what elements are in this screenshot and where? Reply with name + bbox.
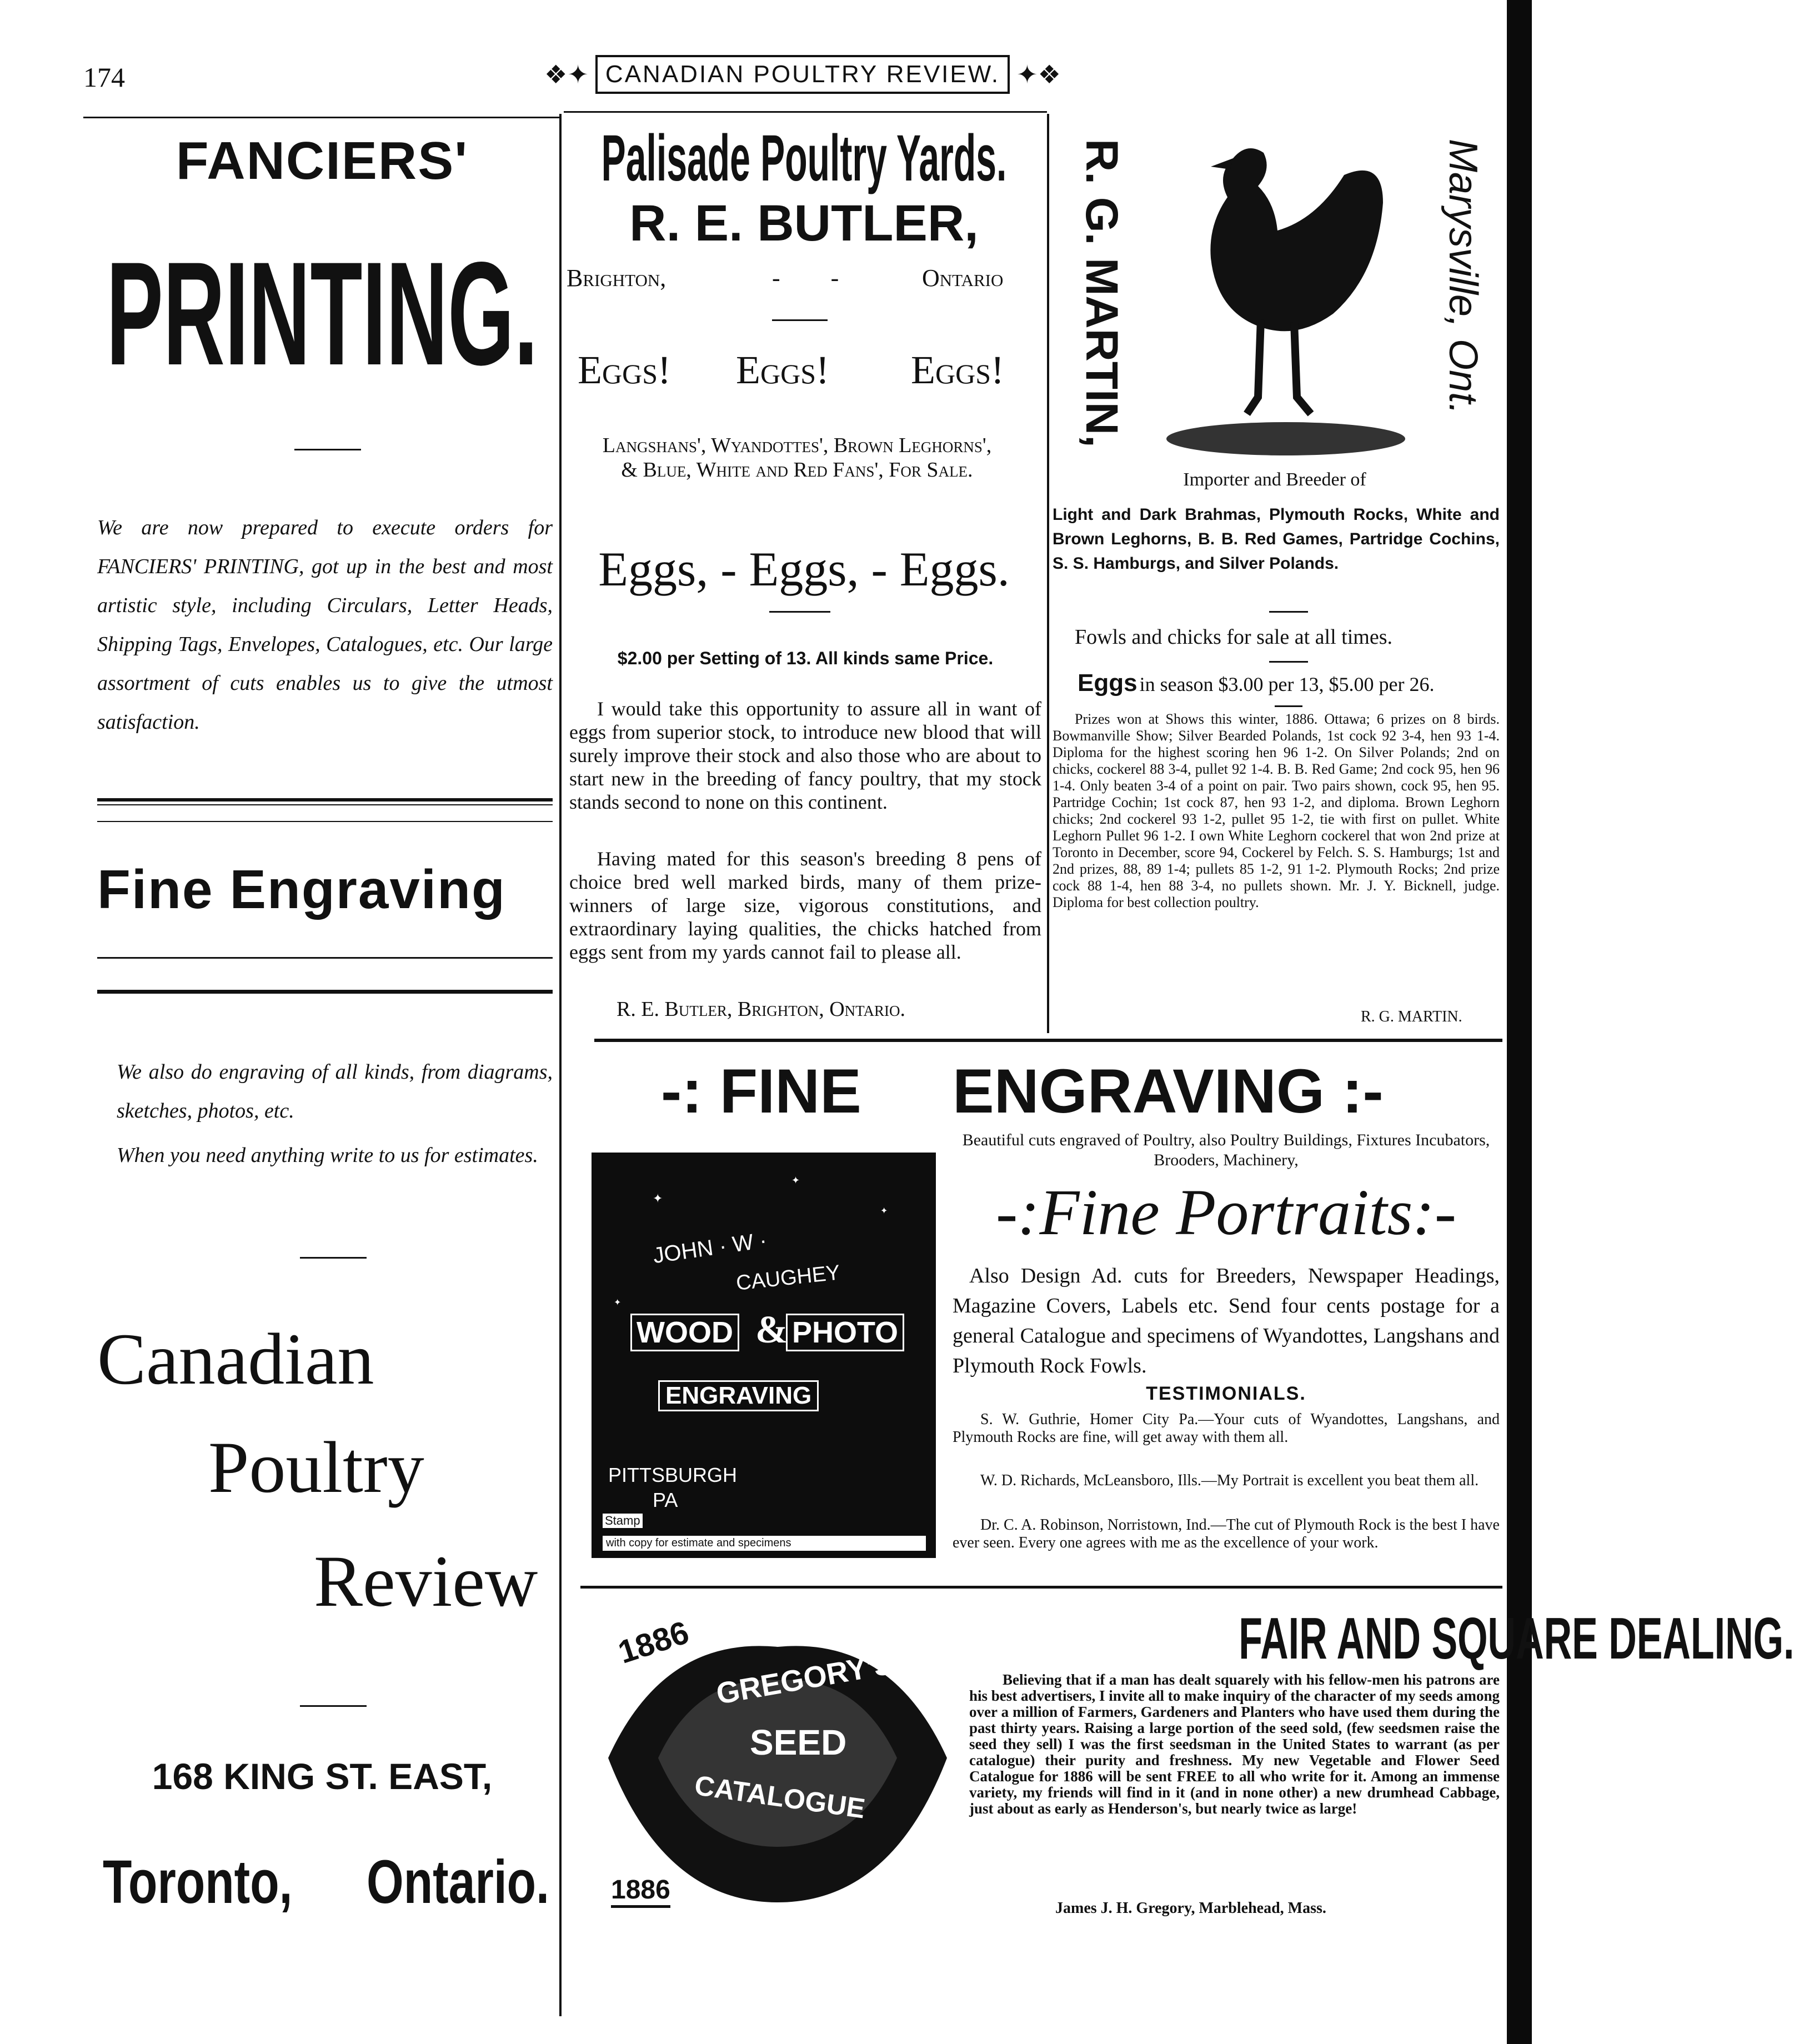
ontario-word: Ontario.: [367, 1848, 549, 1916]
mid-short-rule-2: [769, 611, 830, 613]
martin-signature: R. G. MARTIN.: [1361, 1008, 1462, 1025]
fine-engraving-left: Fine Engraving: [97, 859, 506, 920]
left-double-rule-1c: [97, 821, 553, 822]
martin-eggs-line: Eggs in season $3.00 per 13, $5.00 per 26.: [1078, 669, 1435, 697]
card-star-2-icon: ✦: [791, 1175, 800, 1186]
engraving-body: Also Design Ad. cuts for Breeders, Newspaper Headings, Magazine Covers, Labels etc. Send four cents postage for a general Catalogue and specimens of Wyandottes, Langshans and Plymouth Rock Fowls.: [953, 1264, 1500, 1377]
testimonial-2: W. D. Richards, McLeansboro, Ills.—My Portrait is excellent you beat them all.: [980, 1472, 1479, 1489]
butler-price: $2.00 per Setting of 13. All kinds same Price.: [617, 648, 994, 668]
rooster-illustration: [1150, 136, 1411, 458]
card-wood: WOOD: [630, 1314, 739, 1351]
review-word: Review: [314, 1540, 538, 1622]
left-short-rule-3: [300, 1705, 367, 1707]
fanciers-heading: FANCIERS': [176, 131, 469, 191]
gregory-seal-2: SEED: [750, 1722, 847, 1762]
fair-square-heading: FAIR AND SQUARE DEALING.: [1239, 1606, 1794, 1671]
gregory-top-rule: [580, 1586, 1502, 1589]
top-rule-left: [83, 117, 561, 118]
testimonial-1: S. W. Guthrie, Homer City Pa.—Your cuts of Wyandottes, Langshans, and Plymouth Rocks are fine, will get away with them all.: [953, 1411, 1500, 1446]
engraving-text-1: We also do engraving of all kinds, from diagrams, sketches, photos, etc.: [117, 1060, 553, 1123]
gregory-signature: James J. H. Gregory, Marblehead, Mass.: [1055, 1900, 1326, 1917]
canadian-word: Canadian: [97, 1318, 374, 1400]
gregory-year-top: 1886: [614, 1614, 694, 1671]
engraving-heading-left: -: FINE: [661, 1056, 861, 1126]
eggs-excl-3: Eggs!: [911, 348, 1004, 392]
left-double-rule-1b: [97, 804, 553, 805]
butler-signature: R. E. Butler, Brighton, Ontario.: [617, 998, 906, 1021]
gregory-seal-1: GREGORY'S: [714, 1646, 896, 1711]
ornament-left-icon: ❖✦: [544, 61, 589, 89]
card-photo: PHOTO: [786, 1314, 904, 1351]
engraver-card: [592, 1153, 936, 1558]
card-star-3-icon: ✦: [880, 1206, 888, 1216]
engraving-intro: Beautiful cuts engraved of Poultry, also Poultry Buildings, Fixtures Incubators, Brooders, Machinery,: [962, 1131, 1490, 1169]
printing-description: We are now prepared to execute orders for FANCIERS' PRINTING, got up in the best and most artistic style, including Circulars, Letter Heads, Shipping Tags, Envelopes, Catalogues, etc. Our large assortment of cuts enables us to give the utmost satisfaction.: [97, 516, 553, 734]
card-star-1-icon: ✦: [653, 1191, 663, 1205]
butler-dashes: - -: [772, 264, 861, 292]
engraving-top-rule: [594, 1039, 1502, 1042]
butler-province: Ontario: [922, 264, 1004, 292]
testimonials-heading: TESTIMONIALS.: [1146, 1383, 1306, 1404]
right-short-rule-3: [1275, 705, 1302, 707]
martin-importer: Importer and Breeder of: [1183, 469, 1366, 490]
left-short-rule-2: [300, 1257, 367, 1259]
printing-heading: PRINTING.: [106, 232, 538, 396]
card-stamp: Stamp: [603, 1514, 643, 1528]
martin-prizes: Prizes won at Shows this winter, 1886. Ottawa; 6 prizes on 8 birds. Bowmanville Show; Silver Bearded Polands, 1st cock 92 3-4, hen 93 1-4. Diploma for the highest scoring hen 96 1-2. On Silver Polands; 2nd on chicks, cockerel 88 3-4, pullet 92 1-4. B. B. Red Game; 2nd cock 95, hen 96 1-4. Only beaten 3-4 of a point on pair. Two pairs shown, cock 95, hen 95. Partridge Cochin; 1st cock 87, hen 93 1-2, and diploma. Brown Leghorn chicks; 2nd cockerel 93 1-2, pullet 95 1-2, tie with first on pullet. White Leghorn Pullet 96 1-2. I own White Leghorn cockerel that won 2nd prize at Toronto in December, score 94, Cockerel by Felch. S. S. Hamburgs; 1st and 2nd prizes, 88, 89 1-4; pullets 85 1-2, 91 1-2. Plymouth Rocks; 2nd prize cock 88 1-4, hen 88 3-4, no pullets shown. Mr. J. Y. Bicknell, judge. Diploma for best collection poultry.: [1053, 711, 1500, 910]
butler-name: R. E. BUTLER,: [629, 195, 979, 252]
card-name-1: JOHN · W ·: [651, 1228, 769, 1269]
butler-town: Brighton,: [567, 264, 667, 292]
gregory-body: Believing that if a man has dealt squarely with his fellow-men his patrons are his best advertisers, I invite all to make inquiry of the character of my seeds among over a million of Farmers, Gardeners and Planters who have used them during the past thirty years. Raising a large portion of the seed sold, (few seedsmen raise the seed they sell) I was the first seedsman in the United States to warrant (as per catalogue) their purity and freshness. My new Vegetable and Flower Seed Catalogue for 1886 will be sent FREE to all who write for it. Among an immense variety, my friends will find in it (and in none other) a new drumhead Cabbage, just about as early as Henderson's, but nearly twice as large!: [969, 1671, 1500, 1817]
scan-edge: [1507, 0, 1532, 2044]
left-short-rule-1: [294, 449, 361, 450]
card-name-2: CAUGHEY: [735, 1261, 841, 1295]
toronto-word: Toronto,: [103, 1848, 293, 1916]
poultry-word: Poultry: [208, 1426, 424, 1508]
fine-portraits: -:Fine Portraits:-: [995, 1176, 1457, 1249]
martin-name-vertical: R. G. MARTIN,: [1076, 139, 1127, 448]
mid-short-rule-1: [772, 319, 828, 321]
card-star-4-icon: ✦: [614, 1298, 622, 1307]
gregory-seal-3: CATALOGUE: [693, 1769, 868, 1825]
left-double-rule-2a: [97, 957, 553, 959]
right-short-rule-1: [1269, 611, 1308, 613]
engraving-heading-right: ENGRAVING :-: [953, 1056, 1384, 1126]
card-amp: &: [755, 1309, 788, 1351]
address-line: 168 KING ST. EAST,: [152, 1756, 493, 1797]
eggs-excl-2: Eggs!: [736, 348, 829, 392]
left-double-rule-1a: [97, 798, 553, 801]
card-engraving: ENGRAVING: [658, 1380, 819, 1411]
testimonial-3: Dr. C. A. Robinson, Norristown, Ind.—The cut of Plymouth Rock is the best I have ever seen. Every one agrees with me as the excellence of your work.: [953, 1516, 1500, 1551]
page-number: 174: [83, 62, 125, 93]
eggs-excl-1: Eggs!: [578, 348, 671, 392]
ornament-right-icon: ✦❖: [1016, 61, 1061, 89]
martin-breeds: Light and Dark Brahmas, Plymouth Rocks, White and Brown Leghorns, B. B. Red Games, Partridge Cochins, S. S. Hamburgs, and Silver Polands.: [1053, 505, 1500, 573]
top-rule-mid: [564, 111, 1047, 113]
palisade-title: Palisade Poultry Yards.: [601, 122, 1007, 195]
masthead-title: CANADIAN POULTRY REVIEW.: [595, 55, 1010, 94]
martin-place-vertical: Marysville, Ont.: [1441, 139, 1485, 415]
card-city-2: PA: [653, 1489, 678, 1511]
card-scroll: with copy for estimate and specimens: [603, 1536, 926, 1551]
butler-breeds: Langshans', Wyandottes', Brown Leghorns', & Blue, White and Red Fans', For Sale.: [602, 434, 992, 482]
butler-para-2: Having mated for this season's breeding 8 pens of choice bred well marked birds, many of them prize-winners of large size, vigorous constitutions, and extraordinary laying qualities, the chicks hatched from eggs sent from my yards cannot fail to please all.: [569, 848, 1041, 963]
gregory-year-bottom: 1886: [611, 1875, 670, 1908]
engraving-text-2: When you need anything write to us for estimates.: [117, 1144, 538, 1167]
martin-fowls: Fowls and chicks for sale at all times.: [1075, 625, 1392, 649]
column-rule-2: [1047, 114, 1049, 1033]
eggs-dash-line: Eggs, - Eggs, - Eggs.: [598, 543, 1010, 597]
column-rule-1: [559, 114, 562, 2016]
masthead: [544, 50, 1061, 99]
right-short-rule-2: [1269, 661, 1308, 663]
card-city-1: PITTSBURGH: [608, 1464, 738, 1486]
left-double-rule-2b: [97, 990, 553, 994]
butler-para-1: I would take this opportunity to assure all in want of eggs from superior stock, to introduce new blood that will surely improve their stock and also those who are about to start new in the breeding of fancy poultry, that my stock stands second to none on this continent.: [569, 698, 1041, 813]
